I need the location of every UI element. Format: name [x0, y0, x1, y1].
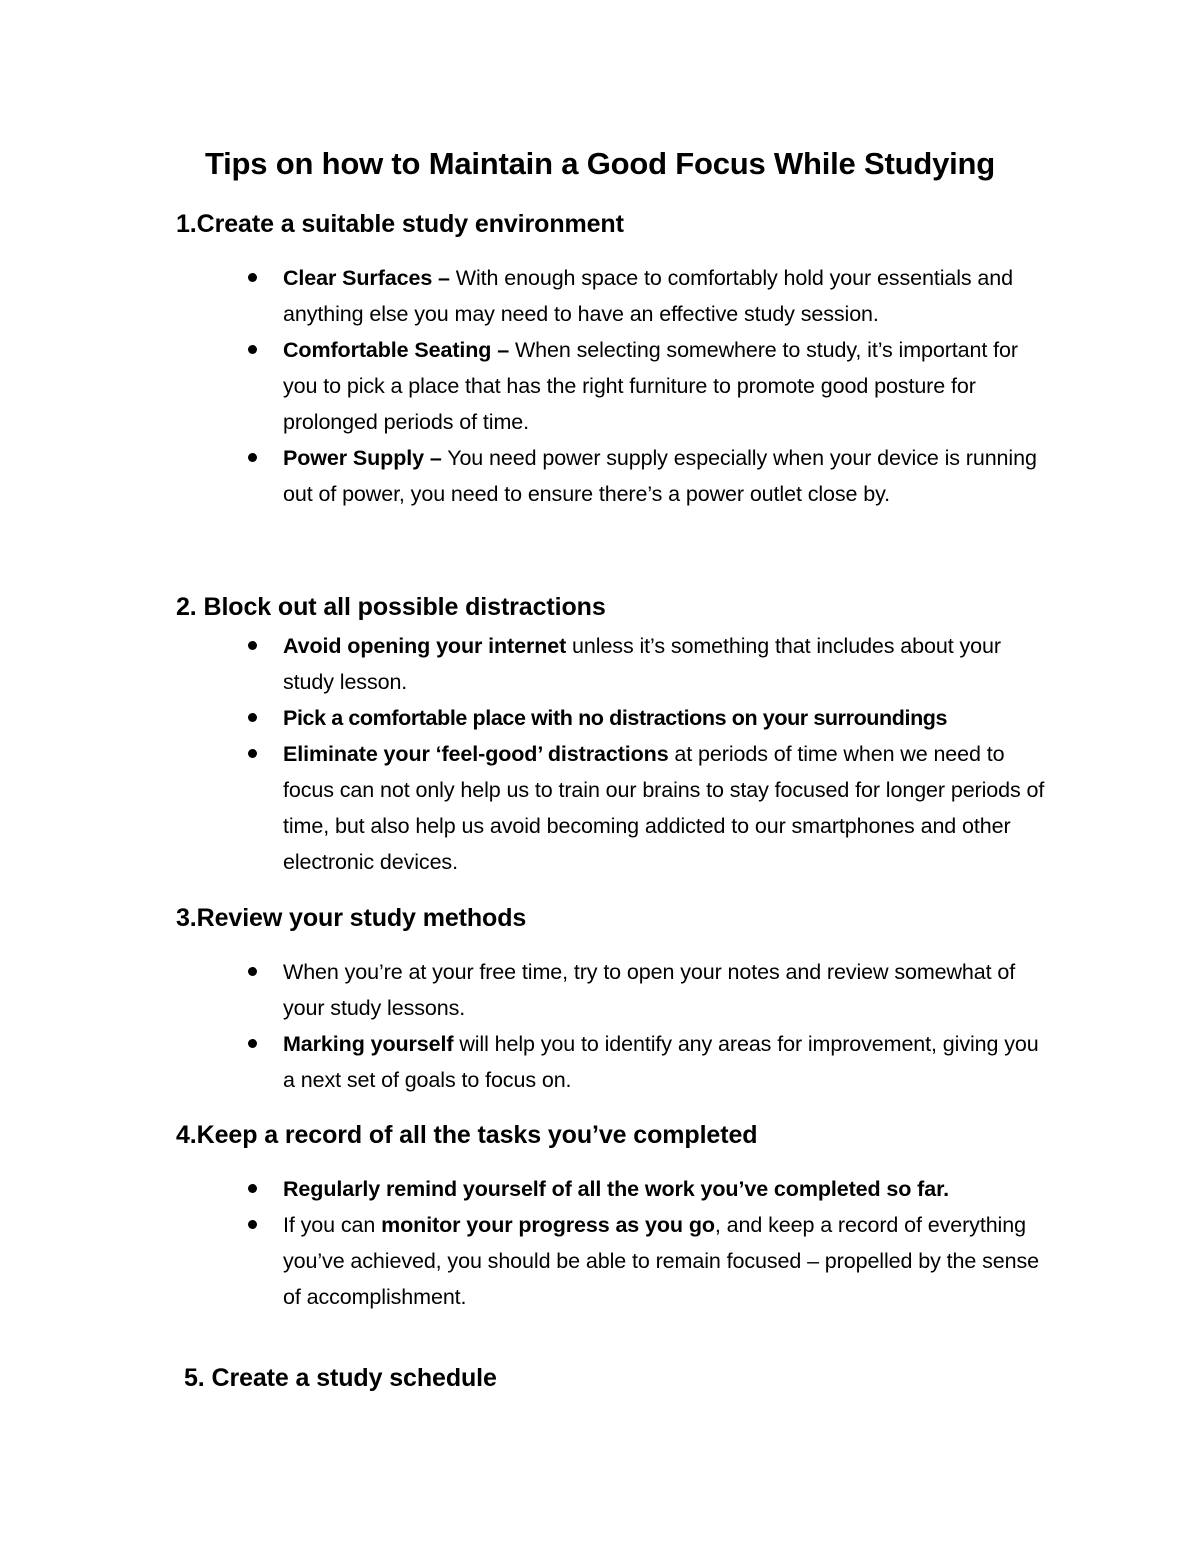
bullet-icon — [248, 749, 257, 758]
item-text: You need power supply especially when your device is running out of power, you need to ensure there’s a power outlet close by. — [283, 446, 1037, 506]
item-text: at periods of time when we need to focus can not only help us to train our brains to stay focused for longer periods of time, but also help us avoid becoming addicted to our smartphones and other electronic devices. — [283, 742, 1045, 874]
item-bold-text: monitor your progress as you go — [381, 1213, 715, 1237]
section-list-3 — [246, 954, 1046, 1098]
item-bold-text: Pick a comfortable place with no distractions on your surroundings — [283, 706, 948, 730]
item-bold-text: Regularly remind yourself of all the work you’ve completed so far. — [283, 1177, 950, 1201]
document-title: Tips on how to Maintain a Good Focus While Studying — [204, 146, 996, 181]
bullet-icon — [248, 453, 257, 462]
section-list-4 — [246, 1171, 1046, 1315]
section-heading-3: 3.Review your study methods — [176, 904, 527, 932]
bullet-icon — [248, 1039, 257, 1048]
list-item — [246, 736, 1046, 880]
item-bold-text: Power Supply – — [283, 446, 442, 470]
item-text: , and keep a record of everything you’ve achieved, you should be able to remain focused – propelled by the sense of accomplishment. — [283, 1213, 1039, 1309]
section-heading-4: 4.Keep a record of all the tasks you’ve completed — [176, 1121, 758, 1149]
list-item — [246, 260, 1046, 332]
list-item — [246, 1026, 1046, 1098]
section-heading-5: 5. Create a study schedule — [184, 1364, 497, 1392]
item-bold-text: Marking yourself — [283, 1032, 454, 1056]
item-text: When selecting somewhere to study, it’s important for you to pick a place that has the right furniture to promote good posture for prolonged periods of time. — [283, 338, 1018, 434]
section-heading-2: 2. Block out all possible distractions — [176, 593, 606, 621]
section-list-1 — [246, 260, 1046, 512]
item-text: unless it’s something that includes about your study lesson. — [283, 634, 1001, 694]
item-bold-text: Avoid opening your internet — [283, 634, 567, 658]
bullet-icon — [248, 713, 257, 722]
item-text: will help you to identify any areas for improvement, giving you a next set of goals to focus on. — [283, 1032, 1039, 1092]
list-item — [246, 1171, 1046, 1207]
item-bold-text: Clear Surfaces – — [283, 266, 450, 290]
section-list-2 — [246, 628, 1046, 880]
bullet-icon — [248, 273, 257, 282]
section-heading-1: 1.Create a suitable study environment — [176, 210, 624, 238]
bullet-icon — [248, 967, 257, 976]
list-item — [246, 1207, 1046, 1315]
bullet-icon — [248, 1184, 257, 1193]
list-item — [246, 700, 1046, 736]
list-item — [246, 332, 1046, 440]
item-bold-text: Eliminate your ‘feel-good’ distractions — [283, 742, 669, 766]
bullet-icon — [248, 345, 257, 354]
bullet-icon — [248, 641, 257, 650]
list-item — [246, 954, 1046, 1026]
list-item — [246, 440, 1046, 512]
item-text: With enough space to comfortably hold your essentials and anything else you may need to have an effective study session. — [283, 266, 1014, 326]
bullet-icon — [248, 1220, 257, 1229]
list-item — [246, 628, 1046, 700]
item-text: When you’re at your free time, try to open your notes and review somewhat of your study lessons. — [283, 960, 1016, 1020]
item-bold-text: Comfortable Seating – — [283, 338, 510, 362]
item-prefix-text: If you can — [283, 1213, 382, 1237]
